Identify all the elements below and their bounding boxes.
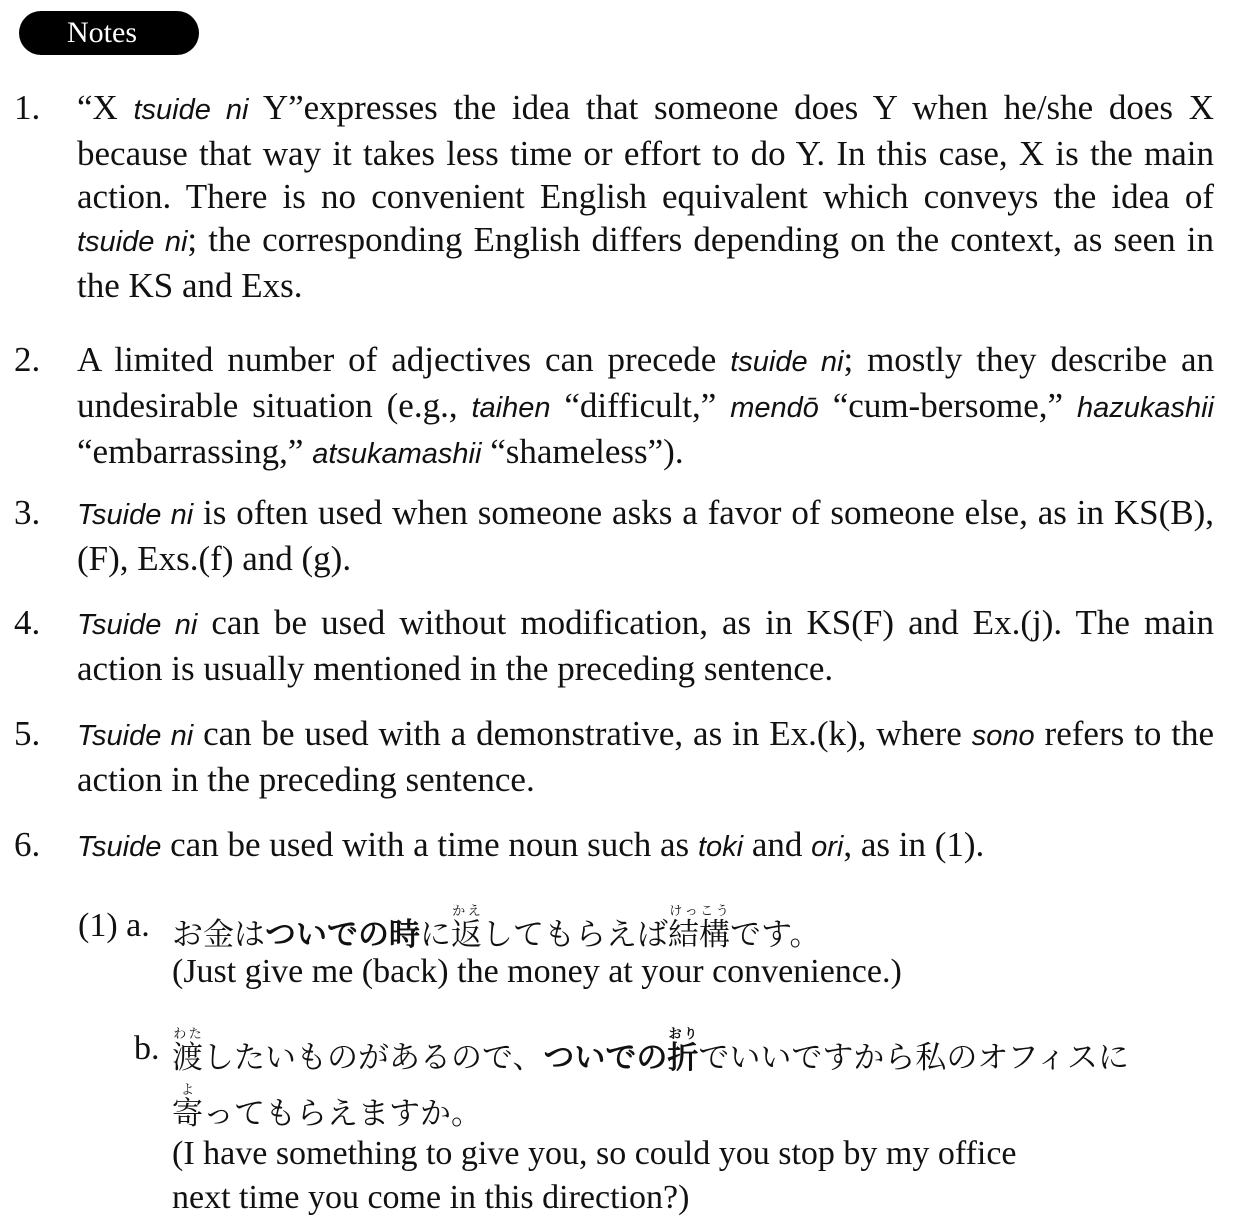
example-a-japanese: お金はついでの時に返かえしてもらえば結構けっこうです。 [172, 904, 821, 953]
note-number: 5. [14, 714, 41, 753]
note-text: Tsuide ni is often used when someone asks a favor of someone else, as in KS(B), (F), Exs.(f) and (g). [77, 493, 1214, 578]
note-text: “X tsuide ni Y”expresses the idea that someone does Y when he/she does X because that way it takes less time or effort to do Y. In this case, X is the main action. There is no convenient English equivalent which conveys the idea of tsuide ni; the corresponding English differs depending on the context, as seen in the KS and Exs. [77, 88, 1215, 305]
notes-badge: Notes [19, 11, 199, 55]
note-5 [14, 712, 1214, 801]
note-2 [14, 338, 1214, 476]
example-a-english: (Just give me (back) the money at your convenience.) [172, 953, 902, 990]
note-text: Tsuide can be used with a time noun such as toki and ori, as in (1). [77, 825, 985, 864]
note-number: 6. [14, 825, 41, 864]
note-6 [14, 823, 1214, 869]
example-b-label: b. [134, 1030, 160, 1067]
note-text: Tsuide ni can be used without modification, as in KS(F) and Ex.(j). The main action is usually mentioned in the preceding sentence. [77, 603, 1214, 688]
note-text: Tsuide ni can be used with a demonstrative, as in Ex.(k), where sono refers to the action in the preceding sentence. [77, 714, 1214, 799]
note-number: 4. [14, 603, 41, 642]
note-1 [14, 86, 1214, 307]
note-text: A limited number of adjectives can precede tsuide ni; mostly they describe an undesirable situation (e.g., taihen “difficult,” mendō “cum-bersome,” hazukashii “embarrassing,” atsukamashii “shameless”). [77, 340, 1214, 471]
note-number: 1. [14, 88, 41, 127]
example-b-japanese-line2: 寄よってもらえますか。 [172, 1083, 482, 1132]
example-b-english-line1: (I have something to give you, so could you stop by my office [172, 1135, 1017, 1172]
example-a-label: (1) a. [78, 907, 150, 944]
note-3 [14, 491, 1214, 580]
note-number: 2. [14, 340, 41, 379]
example-b-japanese-line1: 渡わたしたいものがあるので、ついでの折おりでいいですから私のオフィスに [172, 1027, 1129, 1076]
example-b-english-line2: next time you come in this direction?) [172, 1179, 690, 1216]
note-number: 3. [14, 493, 41, 532]
note-4 [14, 601, 1214, 690]
